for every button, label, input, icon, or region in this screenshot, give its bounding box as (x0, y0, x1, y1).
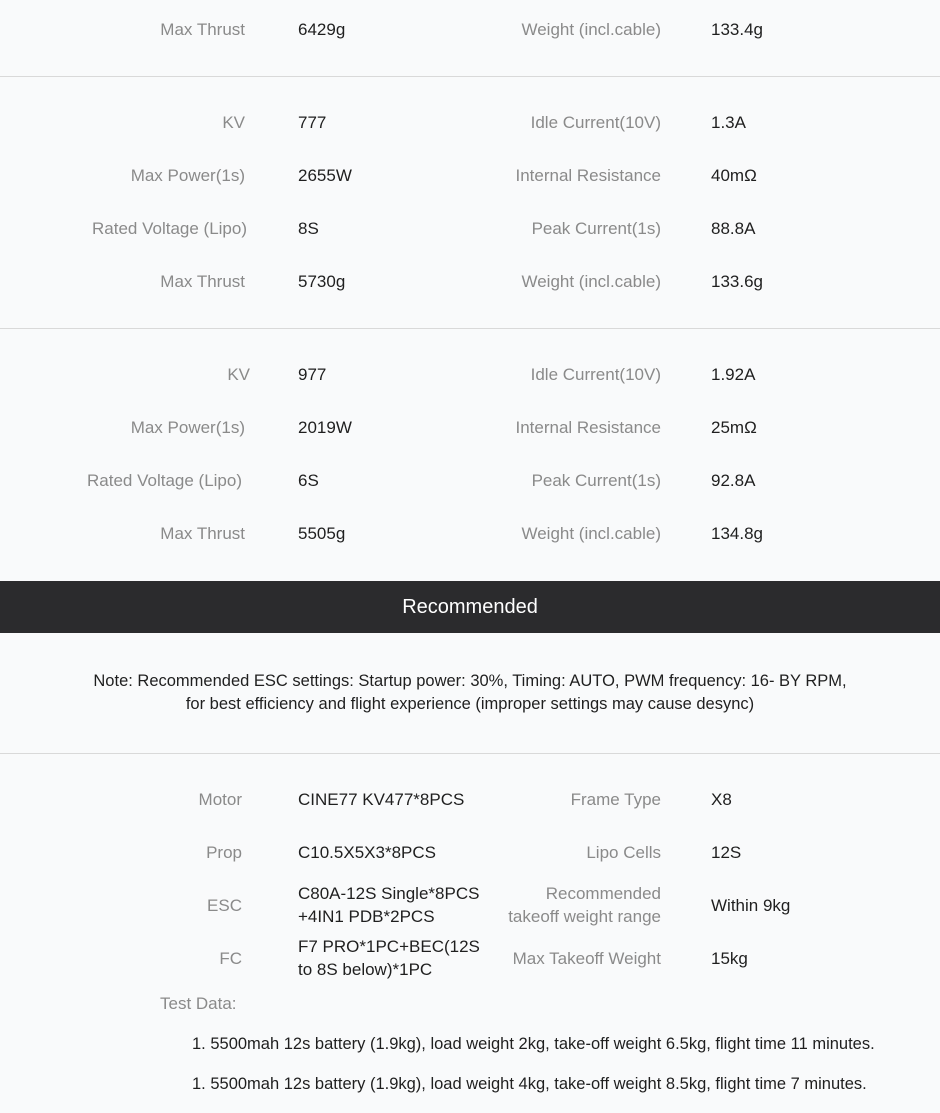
fc-value (298, 935, 518, 981)
banner-title: Recommended (402, 595, 538, 618)
spec-row (0, 519, 940, 549)
spec-value: 977 (298, 365, 327, 384)
lipo-cells-label: Lipo Cells (586, 843, 661, 862)
spec-label: Peak Current(1s) (531, 471, 661, 490)
spec-label: Internal Resistance (515, 166, 661, 185)
takeoff-range-value: Within 9kg (711, 896, 791, 915)
esc-settings-note (0, 670, 940, 716)
spec-label: Weight (incl.cable) (521, 524, 661, 543)
spec-label: Max Thrust (160, 272, 245, 291)
spec-label: Internal Resistance (515, 418, 661, 437)
spec-row (0, 413, 940, 443)
esc-value (298, 882, 518, 928)
spec-label: Max Thrust (160, 524, 245, 543)
spec-label: Rated Voltage (Lipo) (87, 471, 242, 490)
spec-value: 1.3A (711, 113, 746, 132)
takeoff-label-line: Recommended (545, 884, 661, 903)
spec-value: 92.8A (711, 471, 756, 490)
prop-value: C10.5X5X3*8PCS (298, 843, 436, 862)
spec-value: 777 (298, 113, 327, 132)
spec-label: Idle Current(10V) (530, 113, 661, 132)
spec-value: 133.4g (711, 20, 763, 39)
spec-row (0, 466, 940, 496)
section-divider (0, 76, 940, 77)
max-takeoff-value: 15kg (711, 949, 748, 968)
spec-row (0, 108, 940, 138)
spec-value: 6S (298, 471, 319, 490)
spec-row (0, 161, 940, 191)
spec-value: 25mΩ (711, 418, 757, 437)
section-divider (0, 328, 940, 329)
section-divider (0, 753, 940, 754)
spec-label: Max Power(1s) (130, 418, 245, 437)
spec-label: Weight (incl.cable) (521, 272, 661, 291)
spec-value: 2019W (298, 418, 352, 437)
esc-label: ESC (207, 896, 242, 915)
frame-type-value: X8 (711, 790, 732, 809)
note-line: for best efficiency and flight experience (improper settings may cause desync) (185, 695, 755, 713)
max-takeoff-label: Max Takeoff Weight (512, 949, 661, 968)
spec-label: KV (227, 365, 250, 384)
fc-value-line: F7 PRO*1PC+BEC(12S (298, 937, 480, 956)
takeoff-label-line: takeoff weight range (508, 907, 661, 926)
test-data-item: 1. 5500mah 12s battery (1.9kg), load weight 4kg, take-off weight 8.5kg, flight time 7 minutes. (192, 1075, 867, 1093)
prop-label: Prop (206, 843, 242, 862)
recommended-banner (0, 581, 940, 633)
spec-label: Peak Current(1s) (531, 219, 661, 238)
spec-value: 133.6g (711, 272, 763, 291)
spec-row (0, 15, 940, 45)
frame-type-label: Frame Type (570, 790, 661, 809)
spec-row (0, 360, 940, 390)
spec-value: 5730g (298, 272, 346, 291)
takeoff-range-label (508, 882, 661, 928)
fc-label: FC (219, 949, 242, 968)
spec-value: 40mΩ (711, 166, 757, 185)
note-line: Note: Recommended ESC settings: Startup power: 30%, Timing: AUTO, PWM frequency: 16- BY RPM, (93, 672, 847, 690)
spec-row (0, 214, 940, 244)
spec-label: Rated Voltage (Lipo) (92, 219, 247, 238)
test-data-item: 1. 5500mah 12s battery (1.9kg), load weight 2kg, take-off weight 6.5kg, flight time 11 minutes. (192, 1035, 875, 1053)
motor-label: Motor (198, 790, 242, 809)
spec-value: 88.8A (711, 219, 756, 238)
spec-label: Max Power(1s) (130, 166, 245, 185)
spec-label: Weight (incl.cable) (521, 20, 661, 39)
spec-label: KV (222, 113, 245, 132)
fc-value-line: to 8S below)*1PC (298, 960, 433, 979)
motor-value: CINE77 KV477*8PCS (298, 790, 465, 809)
esc-value-line: +4IN1 PDB*2PCS (298, 907, 435, 926)
spec-value: 1.92A (711, 365, 756, 384)
esc-value-line: C80A-12S Single*8PCS (298, 884, 480, 903)
lipo-cells-value: 12S (711, 843, 742, 862)
spec-label: Idle Current(10V) (530, 365, 661, 384)
spec-row (0, 267, 940, 297)
spec-value: 134.8g (711, 524, 763, 543)
spec-value: 8S (298, 219, 319, 238)
spec-label: Max Thrust (160, 20, 245, 39)
spec-value: 2655W (298, 166, 352, 185)
spec-value: 5505g (298, 524, 346, 543)
spec-value: 6429g (298, 20, 346, 39)
test-data-label: Test Data: (160, 994, 237, 1013)
